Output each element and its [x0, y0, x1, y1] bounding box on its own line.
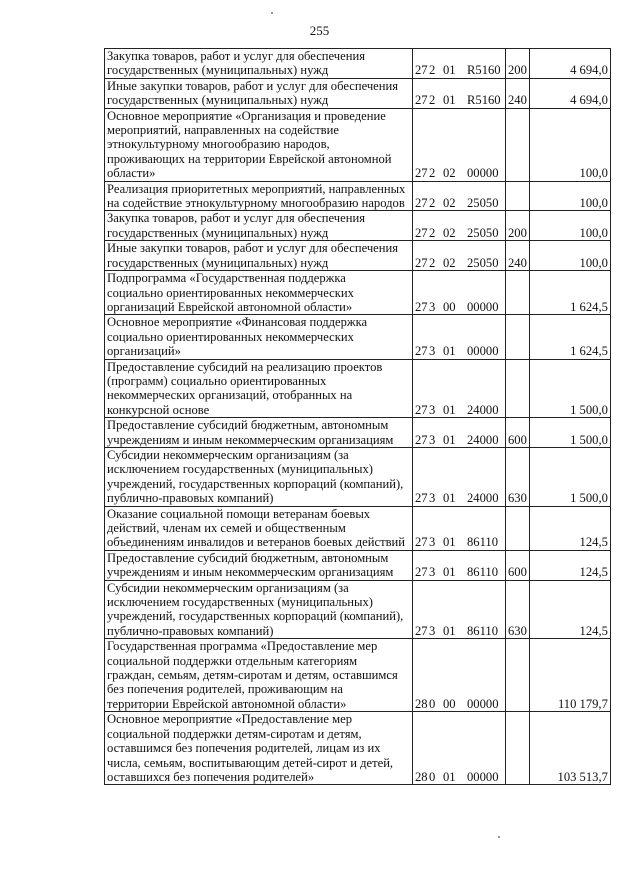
- description-line: числа, семьям, воспитывающим детей-сирот и детей,: [107, 755, 394, 770]
- row-description: [105, 78, 413, 108]
- code-part: 01: [443, 535, 456, 550]
- description-line: конкурсной основе: [107, 402, 210, 417]
- code-part: 27: [415, 166, 428, 181]
- amount-value: 1 624,5: [529, 271, 610, 315]
- row-description: [105, 271, 413, 315]
- code-part: 28: [415, 696, 428, 711]
- amount-value: 4 694,0: [529, 78, 610, 108]
- row-description: [105, 447, 413, 506]
- amount-value: 100,0: [529, 108, 610, 181]
- code-part: 24000: [467, 491, 499, 506]
- target-article-code: [413, 418, 506, 448]
- code-part: 3: [429, 299, 436, 314]
- description-line: проживающих на территории Еврейской автономной: [107, 151, 392, 166]
- code-part: R5160: [467, 63, 501, 78]
- target-article-code: [413, 550, 506, 580]
- description-line: Основное мероприятие «Предоставление мер: [107, 712, 352, 727]
- code-part: 27: [415, 402, 428, 417]
- description-line: Закупка товаров, работ и услуг для обеспечения: [107, 211, 366, 226]
- code-part: 3: [429, 344, 436, 359]
- row-description: [105, 506, 413, 550]
- description-line: государственных (муниципальных) нужд: [107, 225, 329, 240]
- description-line: объединениям инвалидов и ветеранов боевых действий: [107, 535, 405, 550]
- code-part: 00: [443, 299, 456, 314]
- code-part: 00000: [467, 299, 499, 314]
- amount-value: 110 179,7: [529, 639, 610, 712]
- expense-type-code: [506, 271, 530, 315]
- code-part: 27: [415, 93, 428, 108]
- target-article-code: [413, 271, 506, 315]
- amount-value: 1 500,0: [529, 447, 610, 506]
- table-row: [105, 639, 611, 712]
- target-article-code: [413, 181, 506, 211]
- code-part: 01: [443, 344, 456, 359]
- code-part: 27: [415, 196, 428, 211]
- table-row: [105, 108, 611, 181]
- description-line: учреждениям и иным некоммерческим организациям: [107, 432, 394, 447]
- scan-speck: [271, 12, 273, 14]
- description-line: оставшихся без попечения родителей»: [107, 769, 315, 784]
- description-line: организаций Еврейской автономной области»: [107, 299, 353, 314]
- description-line: учреждений, государственных корпораций (компаний),: [107, 609, 404, 624]
- code-part: 27: [415, 491, 428, 506]
- code-part: 0: [429, 696, 436, 711]
- expense-type-code: 240: [506, 241, 530, 271]
- target-article-code: [413, 211, 506, 241]
- target-article-code: [413, 712, 506, 785]
- code-part: 2: [429, 63, 436, 78]
- description-line: социально ориентированных некоммерческих: [107, 329, 354, 344]
- table-row: [105, 712, 611, 785]
- amount-value: 1 500,0: [529, 359, 610, 418]
- row-description: [105, 639, 413, 712]
- expense-type-code: [506, 108, 530, 181]
- code-part: R5160: [467, 93, 501, 108]
- code-part: 27: [415, 623, 428, 638]
- description-line: государственных (муниципальных) нужд: [107, 93, 329, 108]
- description-line: Субсидии некоммерческим организациям (за: [107, 447, 349, 462]
- row-description: [105, 580, 413, 639]
- table-row: [105, 78, 611, 108]
- description-line: Предоставление субсидий бюджетным, автономным: [107, 418, 389, 433]
- code-part: 27: [415, 344, 428, 359]
- code-part: 01: [443, 565, 456, 580]
- code-part: 01: [443, 93, 456, 108]
- expense-type-code: [506, 181, 530, 211]
- code-part: 3: [429, 565, 436, 580]
- code-part: 86110: [467, 623, 499, 638]
- expense-type-code: 630: [506, 580, 530, 639]
- code-part: 3: [429, 402, 436, 417]
- code-part: 28: [415, 769, 428, 784]
- amount-value: 103 513,7: [529, 712, 610, 785]
- row-description: [105, 418, 413, 448]
- code-part: 02: [443, 196, 456, 211]
- description-line: социальной поддержки отдельным категориям: [107, 653, 358, 668]
- code-part: 01: [443, 63, 456, 78]
- description-line: Реализация приоритетных мероприятий, направленных: [107, 181, 406, 196]
- row-description: [105, 315, 413, 359]
- code-part: 2: [429, 255, 436, 270]
- table-row: [105, 49, 611, 79]
- description-line: некоммерческих организаций, отобранных на: [107, 388, 353, 403]
- code-part: 3: [429, 623, 436, 638]
- expense-type-code: 630: [506, 447, 530, 506]
- amount-value: 100,0: [529, 181, 610, 211]
- code-part: 2: [429, 166, 436, 181]
- description-line: исключением государственных (муниципальных): [107, 595, 373, 610]
- code-part: 01: [443, 432, 456, 447]
- description-line: социально ориентированных некоммерческих: [107, 285, 354, 300]
- description-line: учреждениям и иным некоммерческим организациям: [107, 565, 394, 580]
- expense-type-code: 240: [506, 78, 530, 108]
- table-row: [105, 447, 611, 506]
- description-line: Иные закупки товаров, работ и услуг для обеспечения: [107, 241, 399, 256]
- code-part: 27: [415, 299, 428, 314]
- code-part: 27: [415, 225, 428, 240]
- code-part: 24000: [467, 402, 499, 417]
- table-row: [105, 359, 611, 418]
- expense-type-code: [506, 506, 530, 550]
- description-line: этнокультурному многообразию народов,: [107, 137, 330, 152]
- row-description: [105, 49, 413, 79]
- table-row: [105, 550, 611, 580]
- description-line: на содействие этнокультурному многообразию народов: [107, 196, 405, 211]
- description-line: государственных (муниципальных) нужд: [107, 63, 329, 78]
- code-part: 2: [429, 225, 436, 240]
- table-row: [105, 418, 611, 448]
- amount-value: 100,0: [529, 241, 610, 271]
- code-part: 01: [443, 769, 456, 784]
- description-line: социальной поддержки детям-сиротам и детям,: [107, 726, 362, 741]
- description-line: исключением государственных (муниципальных): [107, 462, 373, 477]
- description-line: граждан, семьям, детям-сиротам и детям, оставшимся: [107, 668, 398, 683]
- description-line: государственных (муниципальных) нужд: [107, 255, 329, 270]
- code-part: 00000: [467, 166, 499, 181]
- description-line: Основное мероприятие «Финансовая поддержка: [107, 315, 368, 330]
- code-part: 27: [415, 63, 428, 78]
- target-article-code: [413, 639, 506, 712]
- expense-type-code: [506, 639, 530, 712]
- expense-type-code: 200: [506, 211, 530, 241]
- description-line: Государственная программа «Предоставление мер: [107, 639, 378, 654]
- code-part: 01: [443, 623, 456, 638]
- description-line: Подпрограмма «Государственная поддержка: [107, 271, 346, 286]
- budget-table: [104, 48, 611, 785]
- row-description: [105, 211, 413, 241]
- amount-value: 124,5: [529, 550, 610, 580]
- code-part: 24000: [467, 432, 499, 447]
- description-line: Предоставление субсидий на реализацию проектов: [107, 359, 383, 374]
- target-article-code: [413, 78, 506, 108]
- row-description: [105, 241, 413, 271]
- description-line: мероприятий, направленных на содействие: [107, 123, 339, 138]
- amount-value: 1 624,5: [529, 315, 610, 359]
- code-part: 86110: [467, 535, 499, 550]
- amount-value: 100,0: [529, 211, 610, 241]
- code-part: 2: [429, 93, 436, 108]
- row-description: [105, 712, 413, 785]
- code-part: 00000: [467, 769, 499, 784]
- code-part: 02: [443, 225, 456, 240]
- target-article-code: [413, 359, 506, 418]
- code-part: 00: [443, 696, 456, 711]
- table-row: [105, 181, 611, 211]
- description-line: (программ) социально ориентированных: [107, 373, 327, 388]
- target-article-code: [413, 506, 506, 550]
- row-description: [105, 108, 413, 181]
- expense-type-code: [506, 315, 530, 359]
- code-part: 27: [415, 535, 428, 550]
- row-description: [105, 181, 413, 211]
- code-part: 01: [443, 402, 456, 417]
- description-line: области»: [107, 166, 156, 181]
- description-line: оставшимся без попечения родителей, лицам из их: [107, 741, 381, 756]
- code-part: 01: [443, 491, 456, 506]
- target-article-code: [413, 315, 506, 359]
- code-part: 3: [429, 491, 436, 506]
- row-description: [105, 359, 413, 418]
- table-row: [105, 315, 611, 359]
- code-part: 2: [429, 196, 436, 211]
- description-line: учреждений, государственных корпораций (компаний),: [107, 476, 404, 491]
- code-part: 27: [415, 432, 428, 447]
- table-row: [105, 241, 611, 271]
- description-line: Закупка товаров, работ и услуг для обеспечения: [107, 49, 366, 63]
- description-line: без попечения родителей, проживающим на: [107, 682, 344, 697]
- target-article-code: [413, 49, 506, 79]
- scan-speck: [498, 836, 500, 838]
- table-row: [105, 271, 611, 315]
- code-part: 25050: [467, 196, 499, 211]
- code-part: 25050: [467, 255, 499, 270]
- amount-value: 1 500,0: [529, 418, 610, 448]
- row-description: [105, 550, 413, 580]
- description-line: Иные закупки товаров, работ и услуг для обеспечения: [107, 78, 399, 93]
- table-row: [105, 580, 611, 639]
- description-line: Основное мероприятие «Организация и проведение: [107, 108, 386, 123]
- description-line: Оказание социальной помощи ветеранам боевых: [107, 506, 371, 521]
- page-number: 255: [309, 23, 330, 38]
- amount-value: 124,5: [529, 506, 610, 550]
- expense-type-code: [506, 359, 530, 418]
- code-part: 3: [429, 432, 436, 447]
- description-line: Субсидии некоммерческим организациям (за: [107, 580, 349, 595]
- amount-value: 124,5: [529, 580, 610, 639]
- code-part: 27: [415, 565, 428, 580]
- code-part: 02: [443, 166, 456, 181]
- description-line: публично-правовых компаний): [107, 491, 274, 506]
- description-line: публично-правовых компаний): [107, 623, 274, 638]
- code-part: 00000: [467, 696, 499, 711]
- code-part: 02: [443, 255, 456, 270]
- target-article-code: [413, 580, 506, 639]
- expense-type-code: [506, 712, 530, 785]
- target-article-code: [413, 108, 506, 181]
- expense-type-code: 600: [506, 418, 530, 448]
- description-line: территории Еврейской автономной области»: [107, 696, 347, 711]
- table-row: [105, 211, 611, 241]
- expense-type-code: 200: [506, 49, 530, 79]
- code-part: 86110: [467, 565, 499, 580]
- code-part: 3: [429, 535, 436, 550]
- code-part: 25050: [467, 225, 499, 240]
- code-part: 0: [429, 769, 436, 784]
- code-part: 27: [415, 255, 428, 270]
- amount-value: 4 694,0: [529, 49, 610, 79]
- code-part: 00000: [467, 344, 499, 359]
- table-row: [105, 506, 611, 550]
- description-line: организаций»: [107, 344, 181, 359]
- expense-type-code: 600: [506, 550, 530, 580]
- description-line: действий, членам их семей и общественным: [107, 521, 346, 535]
- target-article-code: [413, 447, 506, 506]
- target-article-code: [413, 241, 506, 271]
- description-line: Предоставление субсидий бюджетным, автономным: [107, 550, 389, 565]
